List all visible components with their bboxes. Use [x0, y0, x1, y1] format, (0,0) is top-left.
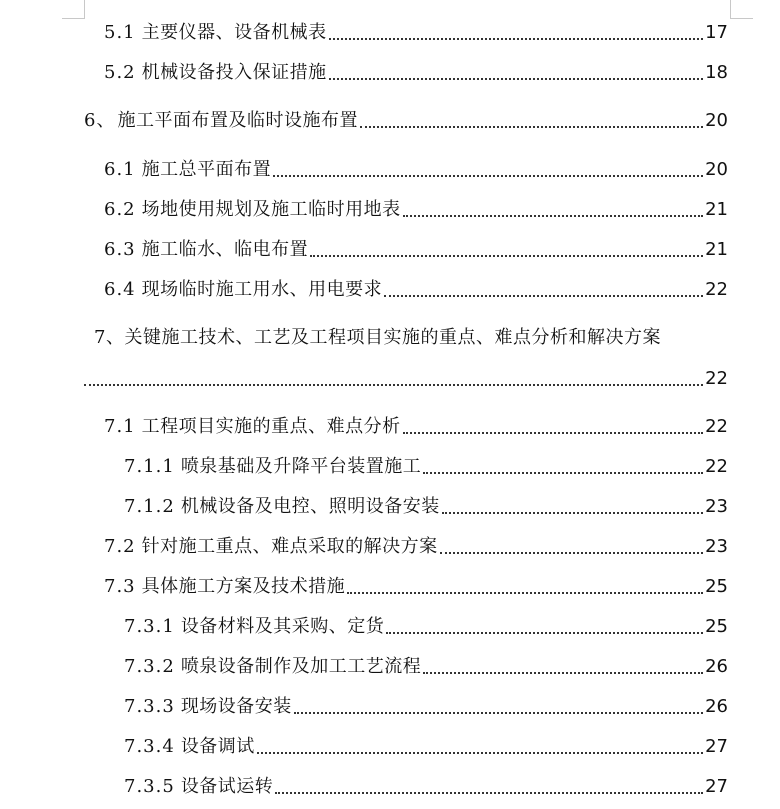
toc-number: 6、: [84, 110, 116, 131]
toc-entry-7-leader-line[interactable]: [84, 367, 728, 391]
toc-number: 7.1.2: [124, 496, 175, 517]
toc-number: 7.3: [104, 576, 136, 597]
toc-leader: [347, 591, 703, 594]
toc-leader: [294, 711, 703, 714]
toc-leader: [386, 631, 703, 634]
toc-entry-5-2[interactable]: [104, 61, 728, 85]
toc-title: 现场设备安装: [180, 696, 292, 717]
toc-entry-7-1-2[interactable]: [124, 495, 728, 519]
toc-number: 7.3.5: [124, 776, 175, 797]
toc-page-number: 21: [705, 239, 728, 260]
toc-number: 5.1: [104, 22, 136, 43]
toc-page-number: 26: [705, 696, 728, 717]
toc-page-number: 17: [705, 22, 728, 43]
toc-page-number: 20: [705, 159, 728, 180]
toc-entry-7-3-4[interactable]: [124, 735, 728, 759]
toc-entry-7-1[interactable]: [104, 415, 728, 439]
toc-leader: [384, 294, 703, 297]
toc-title: 工程项目实施的重点、难点分析: [141, 416, 401, 437]
toc-leader: [403, 214, 703, 217]
toc-entry-6-2[interactable]: [104, 198, 728, 222]
toc-title: 设备试运转: [180, 776, 274, 797]
toc-leader: [310, 254, 703, 257]
toc-leader: [273, 174, 703, 177]
toc-number: 6.2: [104, 199, 136, 220]
toc-entry-5-1[interactable]: [104, 21, 728, 45]
toc-page-number: 27: [705, 736, 728, 757]
toc-entry-6-4[interactable]: [104, 278, 728, 302]
toc-title: 施工临水、临电布置: [141, 239, 309, 260]
toc-page-number: 20: [705, 110, 728, 131]
toc-entry-7-3-1[interactable]: [124, 615, 728, 639]
toc-leader: [442, 511, 703, 514]
toc-leader: [257, 751, 703, 754]
toc-title: 具体施工方案及技术措施: [141, 576, 346, 597]
toc-title: 设备材料及其采购、定货: [180, 616, 385, 637]
toc-entry-6-1[interactable]: [104, 158, 728, 182]
toc-number: 6.4: [104, 279, 136, 300]
toc-number: 7.1: [104, 416, 136, 437]
toc-number: 7.1.1: [124, 456, 175, 477]
toc-page-number: 25: [705, 616, 728, 637]
toc-number: 6.1: [104, 159, 136, 180]
toc-leader: [329, 77, 703, 80]
toc-page-number: 21: [705, 199, 728, 220]
toc-page-number: 27: [705, 776, 728, 797]
toc-leader: [423, 671, 703, 674]
toc-number: 7.2: [104, 536, 136, 557]
toc-entry-7-3-3[interactable]: [124, 695, 728, 719]
toc-leader: [440, 551, 703, 554]
toc-entry-6[interactable]: [84, 109, 728, 133]
toc-title: 施工总平面布置: [141, 159, 272, 180]
toc-title: 关键施工技术、工艺及工程项目实施的重点、难点分析和解决方案: [124, 327, 661, 348]
toc-number: 7.3.2: [124, 656, 175, 677]
toc-title: 机械设备投入保证措施: [141, 62, 327, 83]
toc-page-number: 22: [705, 456, 728, 477]
toc-page-number: 22: [705, 279, 728, 300]
toc-title: 主要仪器、设备机械表: [141, 22, 327, 43]
toc-entry-7-3-5[interactable]: [124, 775, 728, 799]
toc-entry-7-heading[interactable]: [94, 326, 661, 350]
toc-page-number: 18: [705, 62, 728, 83]
toc-entry-7-3[interactable]: [104, 575, 728, 599]
toc-leader: [84, 383, 703, 386]
toc-page-number: 23: [705, 496, 728, 517]
toc-leader: [360, 125, 703, 128]
toc-number: 5.2: [104, 62, 136, 83]
toc-page-number: 22: [705, 416, 728, 437]
toc-title: 针对施工重点、难点采取的解决方案: [141, 536, 438, 557]
toc-leader: [329, 37, 703, 40]
toc-entry-7-3-2[interactable]: [124, 655, 728, 679]
toc-number: 7、: [94, 327, 125, 348]
toc-title: 喷泉基础及升降平台装置施工: [180, 456, 422, 477]
toc-leader: [403, 431, 703, 434]
toc-entry-7-2[interactable]: [104, 535, 728, 559]
toc-leader: [275, 791, 703, 794]
toc-number: 6.3: [104, 239, 136, 260]
toc-leader: [423, 471, 703, 474]
toc-title: 机械设备及电控、照明设备安装: [180, 496, 440, 517]
toc-entry-7-1-1[interactable]: [124, 455, 728, 479]
page-corner-mark-right: [730, 0, 753, 19]
toc-entry-6-3[interactable]: [104, 238, 728, 262]
toc-page-number: 26: [705, 656, 728, 677]
toc-number: 7.3.4: [124, 736, 175, 757]
toc-title: 场地使用规划及施工临时用地表: [141, 199, 401, 220]
page-corner-mark-left: [62, 0, 85, 19]
toc-number: 7.3.1: [124, 616, 175, 637]
toc-title: 喷泉设备制作及加工工艺流程: [180, 656, 422, 677]
toc-title: 设备调试: [180, 736, 255, 757]
toc-page-number: 25: [705, 576, 728, 597]
toc-page-number: 23: [705, 536, 728, 557]
toc-page-number: 22: [705, 368, 728, 389]
toc-title: 施工平面布置及临时设施布置: [117, 110, 358, 131]
toc-number: 7.3.3: [124, 696, 175, 717]
toc-title: 现场临时施工用水、用电要求: [141, 279, 383, 300]
